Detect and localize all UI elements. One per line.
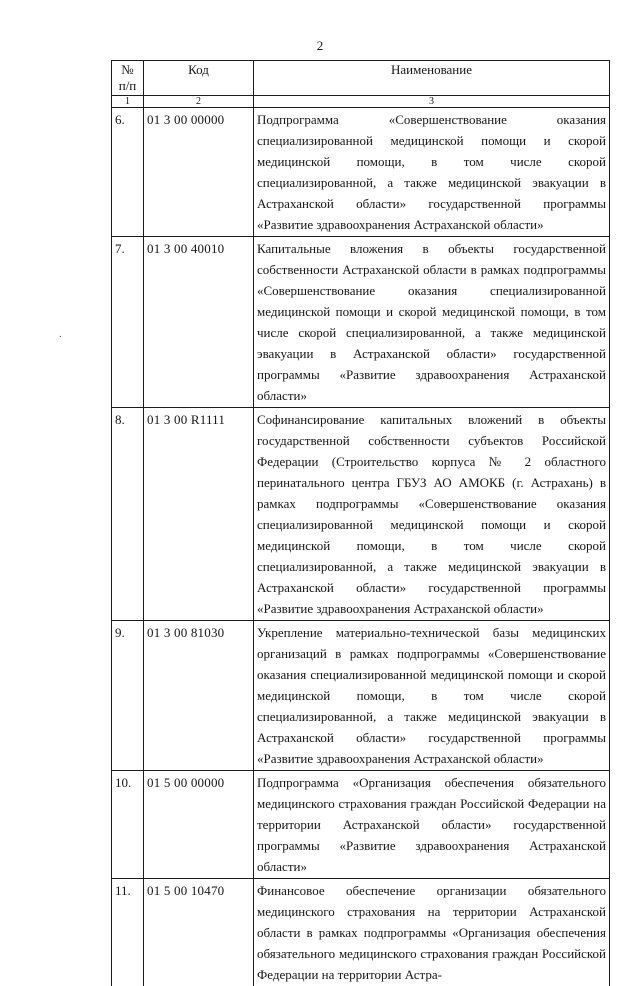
row-code: 01 3 00 40010 — [144, 237, 254, 408]
column-index-3: 3 — [254, 96, 610, 108]
header-code: Код — [144, 61, 254, 96]
header-num: № п/п — [112, 61, 144, 96]
table-row — [112, 621, 610, 771]
row-code: 01 3 00 81030 — [144, 621, 254, 771]
row-number: 7. — [112, 237, 144, 408]
row-code: 01 3 00 R1111 — [144, 408, 254, 621]
row-name: Подпрограмма «Организация обеспечения обязательного медицинского страхования граждан Российской Федерации на территории Астраханской области» государственной программы «Развитие здравоохранения Астраханской области» — [254, 771, 610, 879]
table-header-row — [112, 61, 610, 96]
row-name: Софинансирование капитальных вложений в объекты государственной собственности субъектов Российской Федерации (Строительство корпуса № 2 областного перинатального центра ГБУЗ АО АМОКБ (г. Астрахань) в рамках подпрограммы «Совершенствование оказания специализированной медицинской помощи и скорой медицинской помощи, в том числе скорой специализированной, а также медицинской эвакуации в Астраханской области» государственной программы «Развитие здравоохранения Астраханской области» — [254, 408, 610, 621]
column-index-1: 1 — [112, 96, 144, 108]
table-row — [112, 771, 610, 879]
row-code: 01 5 00 10470 — [144, 879, 254, 986]
row-number: 8. — [112, 408, 144, 621]
column-index-2: 2 — [144, 96, 254, 108]
table-row — [112, 408, 610, 621]
table-row — [112, 879, 610, 986]
margin-mark: . — [59, 328, 62, 340]
table-row — [112, 237, 610, 408]
table-row — [112, 108, 610, 237]
row-name: Финансовое обеспечение организации обязательного медицинского страхования на территории Астраханской области в рамках подпрограммы «Организация обеспечения обязательного медицинского страхования граждан Российской Федерации на территории Астра- — [254, 879, 610, 986]
row-number: 9. — [112, 621, 144, 771]
budget-code-table — [111, 60, 610, 986]
row-number: 6. — [112, 108, 144, 237]
row-code: 01 3 00 00000 — [144, 108, 254, 237]
column-index-row — [112, 96, 610, 108]
page-number: 2 — [0, 38, 640, 54]
row-name: Капитальные вложения в объекты государственной собственности Астраханской области в рамках подпрограммы «Совершенствование оказания специализированной медицинской помощи и скорой медицинской помощи, в том числе скорой специализированной, а также медицинской эвакуации в Астраханской области» государственной программы «Развитие здравоохранения Астраханской области» — [254, 237, 610, 408]
row-number: 10. — [112, 771, 144, 879]
row-number: 11. — [112, 879, 144, 986]
row-code: 01 5 00 00000 — [144, 771, 254, 879]
row-name: Укрепление материально-технической базы медицинских организаций в рамках подпрограммы «Совершенствование оказания специализированной медицинской помощи и скорой медицинской помощи, в том числе скорой специализированной, а также медицинской эвакуации в Астраханской области» государственной программы «Развитие здравоохранения Астраханской области» — [254, 621, 610, 771]
header-name: Наименование — [254, 61, 610, 96]
row-name: Подпрограмма «Совершенствование оказания специализированной медицинской помощи и скорой медицинской помощи, в том числе скорой специализированной, а также медицинской эвакуации в Астраханской области» государственной программы «Развитие здравоохранения Астраханской области» — [254, 108, 610, 237]
